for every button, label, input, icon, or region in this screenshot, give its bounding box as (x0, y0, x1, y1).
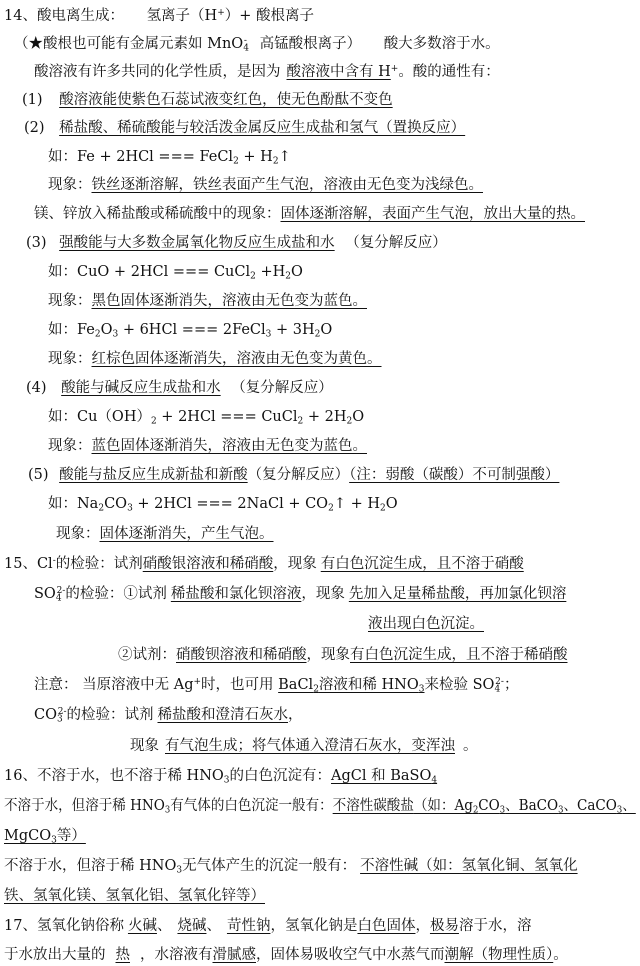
property-4-text: 酸能与碱反应生成盐和水 (61, 380, 221, 396)
property-4: (4) 酸能与碱反应生成盐和水 （复分解反应） (26, 380, 333, 396)
property-2: (2) 稀盐酸、稀硫酸能与较活泼金属反应生成盐和氢气（置换反应） (24, 120, 466, 136)
property-1: (1) 酸溶液能使紫色石蕊试液变红色，使无色酚酞不变色 (22, 92, 393, 108)
carbonate-test: $CO_3^{2-}$的检验：试剂 稀盐酸和澄清石灰水， (34, 707, 303, 725)
equation-na2co3-hcl: 如：$Na_2CO_3 + 2HCl$ === 2NaCl + $CO_2↑ + H_2O$ (48, 496, 398, 514)
s16-base-precipitate-cont: 铁、氢氧化镁、氢氧化铝、氢氧化锌等） (4, 888, 265, 904)
sulfate-test-1-cont: 液出现白色沉淀。 (368, 616, 484, 632)
s15-chloride-test: 15、Cl-的检验：试剂硝酸银溶液和稀硝酸，现象 有白色沉淀生成，且不溶于硝酸 (4, 556, 524, 572)
s17-naoh-names: 17、氢氧化钠俗称 火碱、 烧碱、 苛性钠，氢氧化钠是白色固体，极易溶于水，溶 (4, 918, 532, 934)
property-3: (3) 强酸能与大多数金属氧化物反应生成盐和水 （复分解反应） (26, 235, 447, 251)
sulfate-test-2: ②试剂：硝酸钡溶液和稀硝酸，现象有白色沉淀生成，且不溶于稀硝酸 (118, 647, 568, 663)
phenomenon-fe: 现象：铁丝逐渐溶解，铁丝表面产生气泡，溶液由无色变为浅绿色。 (48, 177, 483, 193)
phenomenon-na2co3: 现象：固体逐渐消失，产生气泡。 (56, 526, 274, 542)
property-2-text: 稀盐酸、稀硫酸能与较活泼金属反应生成盐和氢气（置换反应） (59, 120, 466, 136)
phenomenon-cuoh2: 现象：蓝色固体逐渐消失，溶液由无色变为蓝色。 (48, 438, 367, 454)
property-1-text: 酸溶液能使紫色石蕊试液变红色，使无色酚酞不变色 (59, 92, 393, 108)
equation-fe-hcl: 如：Fe + 2HCl === FeCl$_2$ + $H_2↑$ (48, 149, 291, 167)
s17-naoh-properties: 于水放出大量的 热 ，水溶液有滑腻感，固体易吸收空气中水蒸气而潮解（物理性质）。 (4, 947, 568, 963)
sulfate-note: 注意： 当原溶液中无 Ag+时，也可用 BaCl$_2$溶液和稀 $HNO_3$来检验 $SO_4^{2-}$； (34, 677, 519, 695)
sulfate-test-1: $SO_4^{2-}$的检验：①试剂 稀盐酸和氯化钡溶液，现象 先加入足量稀盐酸，再加氯化钡溶 (34, 586, 567, 604)
hydrogen-ion-text: 氢离子（H (146, 8, 218, 24)
phenomenon-mg-zn: 镁、锌放入稀盐酸或稀硫酸中的现象：固体逐渐溶解，表面产生气泡，放出大量的热。 (34, 206, 585, 222)
s16-white-precipitate: 16、不溶于水，也不溶于稀 $HNO_3$的白色沉淀有：AgCl 和 BaSO$_4$ (4, 768, 438, 786)
equation-cuo-hcl: 如：CuO + 2HCl === CuCl$_2$ $+H_2O$ (48, 264, 303, 282)
property-5-text: 酸能与盐反应生成新盐和新酸 (59, 467, 248, 483)
equation-fe2o3-hcl: 如：$Fe_2O_3 + 6HCl$ === 2FeCl$_3$ + $3H_2O$ (48, 322, 333, 340)
s14-heading: 14、酸电离生成： (4, 8, 124, 24)
s14-heading-line: 14、酸电离生成： 氢离子（H+）+ 酸根离子 (4, 8, 315, 24)
phenomenon-cuo: 现象：黑色固体逐渐消失，溶液由无色变为蓝色。 (48, 293, 367, 309)
equation-cuoh2-hcl: 如：$Cu(OH)_2 + 2HCl$ === CuCl$_2$ + $2H_2O$ (48, 409, 365, 427)
s16-carbonate-precipitate: 不溶于水，但溶于稀 $HNO_3$有气体的白色沉淀一般有：不溶性碳酸盐（如：$Ag_2CO_3$、BaCO$_3$、CaCO$_3$、 (4, 798, 636, 816)
property-5: (5) 酸能与盐反应生成新盐和新酸（复分解反应）（注：弱酸（碳酸）不可制强酸） (28, 467, 560, 483)
s16-base-precipitate: 不溶于水，但溶于稀 $HNO_3$无气体产生的沉淀一般有： 不溶性碱（如：氢氧化铜、氢氧化 (4, 858, 578, 876)
s16-carbonate-precipitate-cont: MgCO$_3$等） (4, 828, 86, 846)
carbonate-phenomenon: 现象 有气泡生成；将气体通入澄清石灰水，变浑浊 。 (130, 738, 478, 754)
phenomenon-fe2o3: 现象：红棕色固体逐渐消失，溶液由无色变为黄色。 (48, 351, 382, 367)
acid-common-properties-intro: 酸溶液有许多共同的化学性质，是因为 酸溶液中含有 H+。酸的通性有： (34, 64, 500, 80)
acid-radical-note: （★酸根也可能有金属元素如 MnO$_4$- 高锰酸根离子） 酸大多数溶于水。 (14, 36, 500, 54)
property-3-text: 强酸能与大多数金属氧化物反应生成盐和水 (59, 235, 335, 251)
